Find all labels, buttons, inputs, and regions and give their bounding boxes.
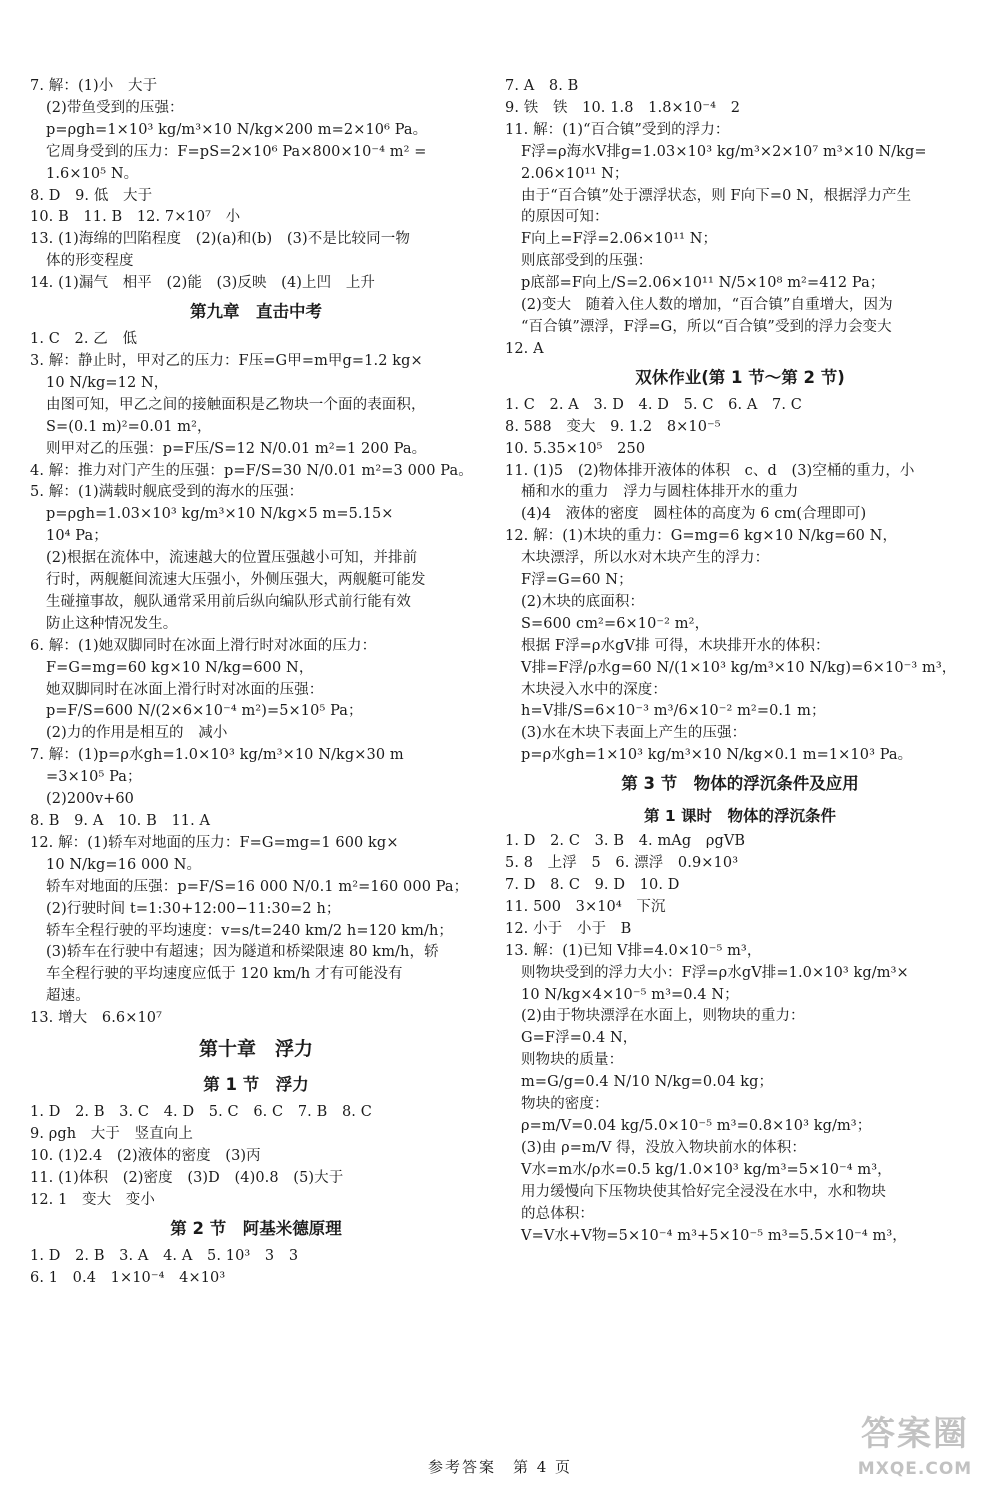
answer-line: V水=m水/ρ水=0.5 kg/1.0×10³ kg/m³=5×10⁻⁴ m³， bbox=[521, 1161, 892, 1178]
answer-line: 则底部受到的压强： bbox=[521, 253, 653, 270]
answer-line: 1.6×10⁵ N。 bbox=[46, 165, 139, 182]
answer-line: 体的形变程度 bbox=[46, 253, 134, 270]
answer-line: p=F/S=600 N/(2×6×10⁻⁴ m²)=5×10⁵ Pa； bbox=[46, 703, 363, 720]
answer-line: (2)带鱼受到的压强： bbox=[46, 99, 184, 116]
answer-line: 6. 解：(1)她双脚同时在冰面上滑行时对冰面的压力： bbox=[30, 637, 377, 654]
answer-line: 10 N/kg×4×10⁻⁵ m³=0.4 N； bbox=[521, 986, 739, 1003]
answer-line: V=V水+V物=5×10⁻⁴ m³+5×10⁻⁵ m³=5.5×10⁻⁴ m³， bbox=[521, 1227, 907, 1244]
answer-line: 她双脚同时在冰面上滑行时对冰面的压强： bbox=[46, 681, 324, 698]
answer-line: 1. D 2. B 3. C 4. D 5. C 6. C 7. B 8. C bbox=[30, 1104, 372, 1121]
answer-line: (3)轿车在行驶中有超速；因为隧道和桥梁限速 80 km/h，轿 bbox=[46, 944, 439, 961]
answer-line: 的原因可知： bbox=[521, 209, 609, 226]
answer-line: “百合镇”漂浮，F浮=G，所以“百合镇”受到的浮力会变大 bbox=[521, 318, 892, 335]
answer-line: 7. 解：(1)小 大于 bbox=[30, 78, 158, 94]
answer-line: 车全程行驶的平均速度应低于 120 km/h 才有可能没有 bbox=[46, 966, 403, 983]
answer-line: 超速。 bbox=[46, 988, 90, 1005]
section-heading: 第十章 浮力 bbox=[198, 1038, 313, 1061]
answer-line: 用力缓慢向下压物块使其恰好完全浸没在水中，水和物块 bbox=[521, 1183, 886, 1200]
answer-line: 10. B 11. B 12. 7×10⁷ 小 bbox=[30, 209, 241, 226]
answer-line: 1. D 2. C 3. B 4. mAg ρgVB bbox=[505, 833, 746, 850]
answer-line: 的总体积： bbox=[521, 1205, 594, 1222]
answer-line: h=V排/S=6×10⁻³ m³/6×10⁻² m²=0.1 m； bbox=[521, 703, 826, 720]
answer-line: 13. (1)海绵的凹陷程度 (2)(a)和(b) (3)不是比较同一物 bbox=[30, 231, 410, 248]
answer-line: (3)水在木块下表面上产生的压强： bbox=[521, 725, 747, 742]
answer-line: 则物块的质量： bbox=[521, 1052, 624, 1069]
answer-line: 10 N/kg=12 N， bbox=[46, 374, 169, 391]
answer-line: 由于“百合镇”处于漂浮状态，则 F向下=0 N，根据浮力产生 bbox=[521, 187, 912, 204]
watermark-logo bbox=[840, 1410, 990, 1498]
answer-line: 11. 500 3×10⁴ 下沉 bbox=[505, 898, 666, 915]
answer-line: 则物块受到的浮力大小：F浮=ρ水gV排=1.0×10³ kg/m³× bbox=[521, 964, 909, 981]
watermark-logo-text: 答案圈 bbox=[861, 1414, 969, 1454]
answer-line: 1. C 2. A 3. D 4. D 5. C 6. A 7. C bbox=[505, 396, 802, 413]
answer-line: m=G/g=0.4 N/10 N/kg=0.04 kg； bbox=[521, 1074, 774, 1091]
answer-line: 8. D 9. 低 大于 bbox=[30, 187, 153, 204]
answer-line: 7. 解：(1)p=ρ水gh=1.0×10³ kg/m³×10 N/kg×30 m bbox=[30, 747, 404, 764]
answer-line: 10⁴ Pa； bbox=[46, 528, 108, 545]
answer-line: 10. (1)2.4 (2)液体的密度 (3)丙 bbox=[30, 1147, 261, 1164]
answer-line: 8. 588 变大 9. 1.2 8×10⁻⁵ bbox=[505, 418, 721, 435]
section-heading: 第 2 节 阿基米德原理 bbox=[170, 1218, 342, 1238]
answer-line: 2.06×10¹¹ N； bbox=[521, 165, 629, 182]
answer-line: 7. D 8. C 9. D 10. D bbox=[505, 877, 680, 893]
answer-line: (2)变大 随着入住人数的增加，“百合镇”自重增大，因为 bbox=[521, 297, 893, 314]
answer-line: 5. 解：(1)满载时舰底受到的海水的压强： bbox=[30, 484, 304, 501]
answer-line: 7. A 8. B bbox=[505, 78, 579, 94]
answer-line: 5. 8 上浮 5 6. 漂浮 0.9×10³ bbox=[505, 855, 739, 872]
answer-line: F=G=mg=60 kg×10 N/kg=600 N， bbox=[46, 659, 314, 676]
answer-line: 3. 解：静止时，甲对乙的压力：F压=G甲=m甲g=1.2 kg× bbox=[30, 352, 423, 369]
answer-line: 1. C 2. 乙 低 bbox=[30, 331, 138, 348]
section-heading: 第 1 节 浮力 bbox=[203, 1075, 309, 1095]
answer-line: 根据 F浮=ρ水gV排 可得，木块排开水的体积： bbox=[521, 637, 830, 654]
answer-line: S=600 cm²=6×10⁻² m²， bbox=[521, 615, 710, 632]
answer-line: (2)根据在流体中，流速越大的位置压强越小可知，并排前 bbox=[46, 550, 418, 567]
left-column bbox=[30, 76, 482, 1289]
answer-line: V排=F浮/ρ水g=60 N/(1×10³ kg/m³×10 N/kg)=6×10⁻³ m³， bbox=[521, 659, 957, 676]
answer-line: 11. (1)5 (2)物体排开液体的体积 c、d (3)空桶的重力，小 bbox=[505, 462, 915, 479]
answer-line: 轿车全程行驶的平均速度：v=s/t=240 km/2 h=120 km/h； bbox=[46, 922, 454, 939]
answer-line: p=ρgh=1.03×10³ kg/m³×10 N/kg×5 m=5.15× bbox=[46, 506, 394, 523]
answer-line: 13. 解：(1)已知 V排=4.0×10⁻⁵ m³， bbox=[505, 942, 762, 959]
section-heading: 第 3 节 物体的浮沉条件及应用 bbox=[621, 774, 859, 794]
answer-line: 10 N/kg=16 000 N。 bbox=[46, 856, 202, 873]
answer-line: 由图可知，甲乙之间的接触面积是乙物块一个面的表面积， bbox=[46, 396, 426, 413]
answer-line: S=(0.1 m)²=0.01 m²， bbox=[46, 418, 212, 435]
answer-line: 11. 解：(1)“百合镇”受到的浮力： bbox=[505, 121, 730, 138]
answer-line: p=ρ水gh=1×10³ kg/m³×10 N/kg×0.1 m=1×10³ Pa。 bbox=[521, 747, 913, 764]
answer-line: F浮=G=60 N； bbox=[521, 572, 633, 589]
answer-line: =3×10⁵ Pa； bbox=[46, 769, 142, 786]
answer-line: (2)由于物块漂浮在水面上，则物块的重力： bbox=[521, 1008, 805, 1025]
answer-line: 12. 解：(1)木块的重力：G=mg=6 kg×10 N/kg=60 N， bbox=[505, 528, 898, 545]
answer-line: 10. 5.35×10⁵ 250 bbox=[505, 440, 646, 457]
answer-line: (2)200v+60 bbox=[46, 791, 135, 808]
answer-line: p=ρgh=1×10³ kg/m³×10 N/kg×200 m=2×10⁶ Pa。 bbox=[46, 121, 428, 138]
answer-line: F向上=F浮=2.06×10¹¹ N； bbox=[521, 231, 718, 248]
answer-line: 12. 解：(1)轿车对地面的压力：F=G=mg=1 600 kg× bbox=[30, 834, 399, 851]
answer-line: 则甲对乙的压强：p=F压/S=12 N/0.01 m²=1 200 Pa。 bbox=[46, 440, 427, 457]
page-footer: 参考答案 第 4 页 bbox=[427, 1458, 573, 1476]
section-heading: 双休作业(第 1 节～第 2 节) bbox=[635, 367, 845, 387]
answer-line: G=F浮=0.4 N， bbox=[521, 1030, 638, 1047]
answer-line: 4. 解：推力对门产生的压强：p=F/S=30 N/0.01 m²=3 000 Pa。 bbox=[30, 462, 473, 479]
answer-line: 木块漂浮，所以水对木块产生的浮力： bbox=[521, 550, 770, 567]
section-heading: 第 1 课时 物体的浮沉条件 bbox=[643, 807, 837, 826]
answer-line: 12. 1 变大 变小 bbox=[30, 1191, 155, 1208]
answer-line: p底部=F向上/S=2.06×10¹¹ N/5×10⁸ m²=412 Pa； bbox=[521, 275, 885, 292]
section-heading: 第九章 直击中考 bbox=[190, 302, 322, 322]
answer-line: 14. (1)漏气 相平 (2)能 (3)反映 (4)上凹 上升 bbox=[30, 275, 376, 292]
answer-line: 8. B 9. A 10. B 11. A bbox=[30, 813, 211, 829]
answer-line: (2)行驶时间 t=1:30+12:00−11:30=2 h； bbox=[46, 900, 341, 917]
answer-line: 12. 小于 小于 B bbox=[505, 920, 632, 937]
answer-line: 它周身受到的压力：F=pS=2×10⁶ Pa×800×10⁻⁴ m² = bbox=[46, 143, 427, 160]
answer-line: 9. ρgh 大于 竖直向上 bbox=[30, 1125, 193, 1142]
answer-line: 防止这种情况发生。 bbox=[46, 615, 178, 632]
answer-line: ρ=m/V=0.04 kg/5.0×10⁻⁵ m³=0.8×10³ kg/m³； bbox=[521, 1117, 872, 1134]
answer-line: 生碰撞事故，舰队通常采用前后纵向编队形式前行能有效 bbox=[46, 593, 411, 610]
answer-line: (4)4 液体的密度 圆柱体的高度为 6 cm(合理即可) bbox=[521, 506, 867, 523]
answer-line: 9. 铁 铁 10. 1.8 1.8×10⁻⁴ 2 bbox=[505, 99, 741, 116]
answer-line: 1. D 2. B 3. A 4. A 5. 10³ 3 3 bbox=[30, 1247, 299, 1264]
answer-line: 行时，两舰艇间流速大压强小，外侧压强大，两舰艇可能发 bbox=[46, 572, 426, 589]
answer-line: (2)木块的底面积： bbox=[521, 593, 645, 610]
right-column bbox=[505, 76, 975, 1247]
answer-line: 轿车对地面的压强：p=F/S=16 000 N/0.1 m²=160 000 Pa； bbox=[46, 878, 469, 895]
answer-line: F浮=ρ海水V排g=1.03×10³ kg/m³×2×10⁷ m³×10 N/kg= bbox=[521, 143, 927, 160]
answer-line: 物块的密度： bbox=[521, 1096, 609, 1113]
answer-line: (3)由 ρ=m/V 得，没放入物块前水的体积： bbox=[521, 1139, 806, 1156]
answer-line: 木块浸入水中的深度： bbox=[521, 681, 667, 698]
watermark-url: MXQE.COM bbox=[857, 1459, 973, 1479]
answer-line: 12. A bbox=[505, 340, 544, 357]
answer-line: 6. 1 0.4 1×10⁻⁴ 4×10³ bbox=[30, 1269, 226, 1286]
answer-line: 桶和水的重力 浮力与圆柱体排开水的重力 bbox=[521, 484, 799, 501]
answer-line: 13. 增大 6.6×10⁷ bbox=[30, 1010, 163, 1027]
answer-line: 11. (1)体积 (2)密度 (3)D (4)0.8 (5)大于 bbox=[30, 1169, 344, 1186]
answer-line: (2)力的作用是相互的 减小 bbox=[46, 725, 228, 742]
